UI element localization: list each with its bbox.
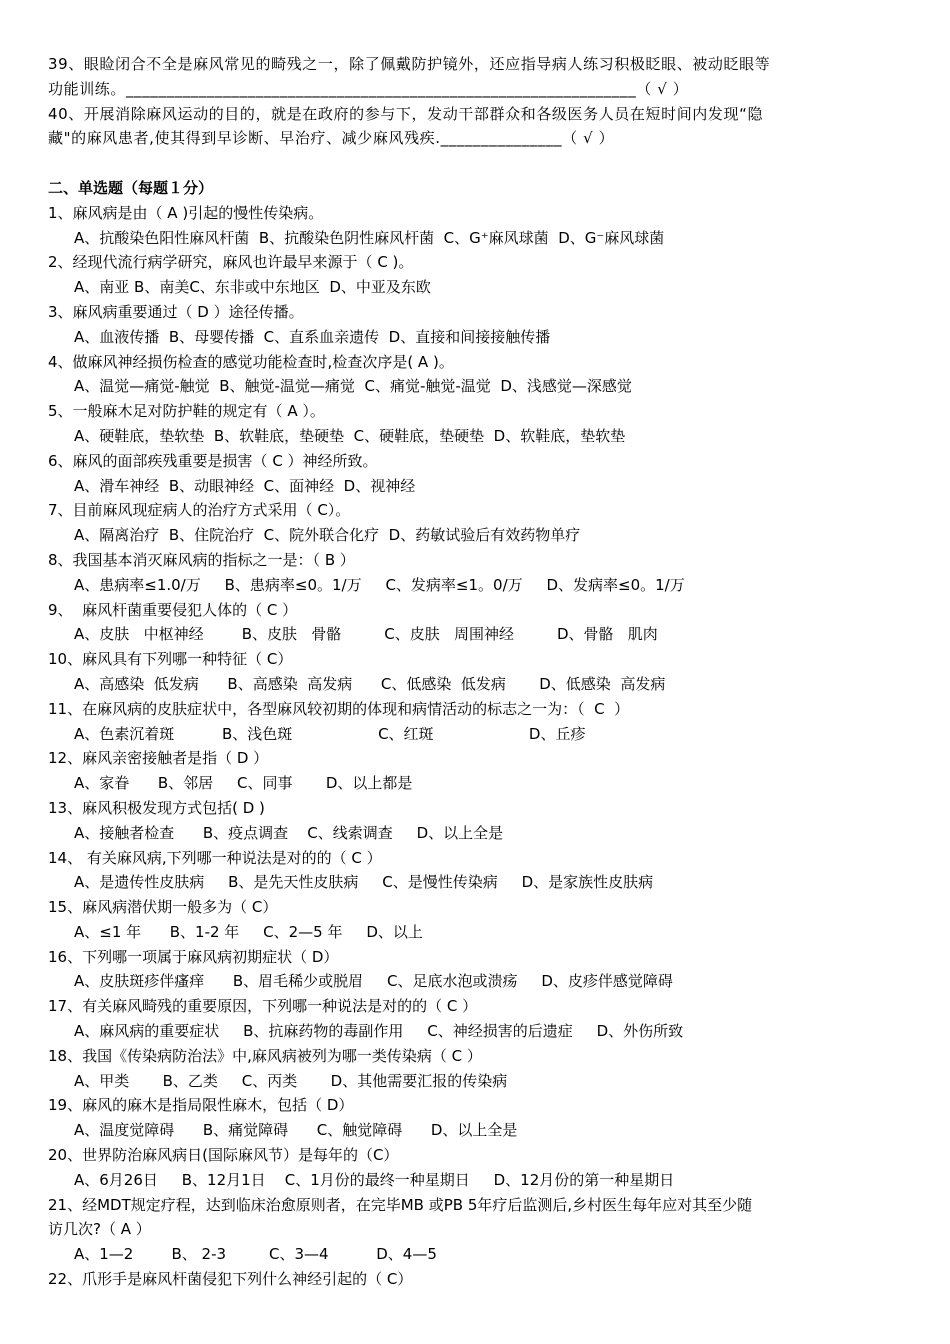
- judge-item: [48, 102, 910, 152]
- option: A、麻风病的重要症状: [74, 1022, 244, 1041]
- question-item: [48, 350, 910, 400]
- question-item: [48, 945, 910, 995]
- question-options: [48, 573, 910, 598]
- option: C、东非或中东地区: [189, 278, 330, 297]
- option: A、接触者检查: [74, 823, 203, 842]
- option: B、高感染 高发病: [227, 674, 381, 693]
- judge-text: 功能训练。_______________________________________________________________（ √ ）: [48, 79, 689, 98]
- option: D、以上: [366, 922, 423, 941]
- option: B、南美: [134, 278, 190, 297]
- judge-item: [48, 52, 910, 102]
- question-item: [48, 598, 910, 648]
- question-options: [48, 424, 910, 449]
- question-options: [48, 1168, 910, 1193]
- option: C、丙类: [241, 1071, 331, 1090]
- question-options: [48, 474, 910, 499]
- question-item: [48, 250, 910, 300]
- option: D、4—5: [376, 1245, 437, 1264]
- question-stem: 10、麻风具有下列哪一种特征（ C）: [48, 650, 293, 669]
- option: B、触觉-温觉—痛觉: [219, 377, 365, 396]
- question-stem: 14、 有关麻风病,下列哪一种说法是对的的（ C ）: [48, 848, 382, 867]
- option: D、外伤所致: [596, 1022, 684, 1041]
- question-item: [48, 300, 910, 350]
- option: C、足底水泡或溃疡: [387, 972, 542, 991]
- question-item: [48, 498, 910, 548]
- option: A、6月26日: [74, 1170, 182, 1189]
- question-stem: 16、下列哪一项属于麻风病初期症状（ D）: [48, 947, 339, 966]
- option: A、南亚: [74, 278, 135, 297]
- option: B、1-2 年: [169, 922, 264, 941]
- option: A、甲类: [74, 1071, 163, 1090]
- option: C、发病率≤1。0/万: [385, 575, 547, 594]
- question-options: [48, 722, 910, 747]
- option: C、同事: [237, 774, 326, 793]
- document-page: [48, 52, 910, 1292]
- option: A、1—2: [74, 1245, 172, 1264]
- question-stem: 17、有关麻风畸残的重要原因，下列哪一种说法是对的的（ C ）: [48, 997, 478, 1016]
- question-stem: 9、 麻风杆菌重要侵犯人体的（ C ）: [48, 600, 298, 619]
- option: B、母婴传播: [168, 327, 264, 346]
- option: C、线索调查: [307, 823, 417, 842]
- option: C、痛觉-触觉-温觉: [364, 377, 501, 396]
- option: B、患病率≤0。1/万: [224, 575, 386, 594]
- option: B、12月1日: [181, 1170, 285, 1189]
- question-stem: 13、麻风积极发现方式包括( D ): [48, 798, 265, 817]
- question-options: [48, 523, 910, 548]
- question-stem: 15、麻风病潜伏期一般多为（ C）: [48, 898, 278, 917]
- option: C、红斑: [378, 724, 529, 743]
- question-stem: 11、在麻风病的皮肤症状中，各型麻风较初期的体现和病情活动的标志之一为：（ C ）: [48, 699, 630, 718]
- question-item: [48, 796, 910, 846]
- option: C、触觉障碍: [316, 1121, 431, 1140]
- question-options: [48, 920, 910, 945]
- option: C、院外联合化疗: [263, 526, 389, 545]
- option: C、低感染 低发病: [380, 674, 540, 693]
- question-item: [48, 746, 910, 796]
- option: D、中亚及东欧: [329, 278, 431, 297]
- option: A、色素沉着斑: [74, 724, 222, 743]
- option: A、皮肤斑疹伴瘙痒: [74, 972, 233, 991]
- option: C、3—4: [268, 1245, 377, 1264]
- judge-text: 藏"的麻风患者,使其得到早诊断、早治疗、减少麻风残疾._______________（ √ ）: [48, 129, 615, 148]
- question-item: [48, 1044, 910, 1094]
- question-stem: 5、一般麻木足对防护鞋的规定有（ A ）。: [48, 402, 325, 421]
- question-options: [48, 870, 910, 895]
- question-stem: 22、爪形手是麻风杆菌侵犯下列什么神经引起的（ C）: [48, 1270, 413, 1289]
- question-options: [48, 821, 910, 846]
- question-item: [48, 1267, 910, 1292]
- option: A、血液传播: [74, 327, 169, 346]
- question-options: [48, 226, 910, 251]
- option: D、以上全是: [416, 823, 504, 842]
- question-options: [48, 1242, 910, 1267]
- option: D、直接和间接接触传播: [388, 327, 551, 346]
- option: B、皮肤 骨骼: [241, 625, 385, 644]
- option: D、浅感觉—深感觉: [500, 377, 632, 396]
- option: A、隔离治疗: [74, 526, 169, 545]
- question-options: [48, 771, 910, 796]
- option: A、温觉—痛觉-触觉: [74, 377, 220, 396]
- judge-text: 39、眼睑闭合不全是麻风常见的畸残之一，除了佩戴防护镜外，还应指导病人练习积极眨眼、被动眨眼等: [48, 55, 771, 73]
- option: A、抗酸染色阳性麻风杆菌: [74, 228, 259, 247]
- option: B、 2-3: [171, 1245, 269, 1264]
- option: C、神经损害的后遗症: [427, 1022, 597, 1041]
- option: C、1月份的最终一种星期日: [284, 1170, 494, 1189]
- option: D、以上全是: [430, 1121, 518, 1140]
- option: D、骨骼 肌肉: [556, 625, 658, 644]
- question-item: [48, 449, 910, 499]
- question-options: [48, 275, 910, 300]
- question-options: [48, 374, 910, 399]
- option: B、眉毛稀少或脱眉: [232, 972, 388, 991]
- question-options: [48, 1118, 910, 1143]
- option: B、抗麻药物的毒副作用: [243, 1022, 428, 1041]
- option: A、硬鞋底，垫软垫: [74, 426, 214, 445]
- question-stem: 4、做麻风神经损伤检查的感觉功能检查时,检查次序是( A )。: [48, 352, 454, 371]
- question-stem: 7、目前麻风现症病人的治疗方式采用（ C）。: [48, 501, 351, 520]
- option: B、乙类: [162, 1071, 242, 1090]
- question-item: [48, 1143, 910, 1193]
- question-options: [48, 325, 910, 350]
- option: D、软鞋底，垫软垫: [493, 426, 626, 445]
- option: A、皮肤 中枢神经: [74, 625, 242, 644]
- option: A、家眷: [74, 774, 158, 793]
- judge-text: 40、开展消除麻风运动的目的，就是在政府的参与下，发动干部群众和各级医务人员在短时间内发现“隐: [48, 104, 764, 123]
- option: C、是慢性传染病: [382, 873, 522, 892]
- option: B、住院治疗: [168, 526, 264, 545]
- option: D、药敏试验后有效药物单疗: [388, 526, 581, 545]
- option: D、以上都是: [325, 774, 413, 793]
- option: B、是先天性皮肤病: [228, 873, 383, 892]
- option: B、软鞋底，垫硬垫: [213, 426, 354, 445]
- question-stem: 20、世界防治麻风病日(国际麻风节）是每年的（C）: [48, 1146, 399, 1165]
- option: A、滑车神经: [74, 476, 169, 495]
- question-stem: 21、经MDT规定疗程，达到临床治愈原则者，在完毕MB 或PB 5年疗后监测后,乡村医生每年应对其至少随: [48, 1195, 753, 1214]
- option: D、发病率≤0。1/万: [546, 575, 685, 594]
- question-stem: 6、麻风的面部疾残重要是损害（ C ）神经所致。: [48, 451, 378, 470]
- option: A、是遗传性皮肤病: [74, 873, 229, 892]
- true-false-section: [48, 52, 910, 151]
- question-stem: 1、麻风病是由（ A )引起的慢性传染病。: [48, 203, 324, 222]
- question-item: [48, 399, 910, 449]
- option: C、2—5 年: [263, 922, 367, 941]
- option: D、低感染 高发病: [539, 674, 666, 693]
- option: B、动眼神经: [168, 476, 264, 495]
- question-options: [48, 672, 910, 697]
- question-stem: 3、麻风病重要通过（ D ）途径传播。: [48, 302, 304, 321]
- question-item: [48, 1093, 910, 1143]
- option: D、其他需要汇报的传染病: [330, 1071, 508, 1090]
- option: C、皮肤 周围神经: [384, 625, 557, 644]
- option: A、患病率≤1.0/万: [74, 575, 225, 594]
- option: D、是家族性皮肤病: [521, 873, 654, 892]
- question-stem: 8、我国基本消灭麻风病的指标之一是：（ B ）: [48, 550, 355, 569]
- option: D、视神经: [343, 476, 416, 495]
- option: A、高感染 低发病: [74, 674, 228, 693]
- question-options: [48, 1069, 910, 1094]
- question-stem: 19、麻风的麻木是指局限性麻木，包括（ D）: [48, 1096, 354, 1115]
- question-list: [48, 201, 910, 1292]
- option: B、疫点调查: [202, 823, 308, 842]
- question-item: [48, 201, 910, 251]
- option: D、丘疹: [528, 724, 586, 743]
- question-options: [48, 969, 910, 994]
- option: C、硬鞋底，垫硬垫: [353, 426, 494, 445]
- option: A、温度觉障碍: [74, 1121, 203, 1140]
- option: D、12月份的第一种星期日: [493, 1170, 675, 1189]
- question-item: [48, 895, 910, 945]
- option: B、抗酸染色阴性麻风杆菌: [258, 228, 444, 247]
- question-stem: 18、我国《传染病防治法》中,麻风病被列为哪一类传染病（ C ）: [48, 1046, 482, 1065]
- option: C、G⁺麻风球菌: [443, 228, 559, 247]
- option: A、≤1 年: [74, 922, 170, 941]
- question-stem-continued: 访几次?（ A ）: [48, 1220, 151, 1239]
- option: D、G⁻麻风球菌: [558, 228, 665, 247]
- question-item: [48, 994, 910, 1044]
- question-stem: 12、麻风亲密接触者是指（ D ）: [48, 749, 269, 768]
- option: B、浅色斑: [221, 724, 379, 743]
- question-item: [48, 548, 910, 598]
- question-item: [48, 846, 910, 896]
- question-options: [48, 1019, 910, 1044]
- question-options: [48, 622, 910, 647]
- option: C、面神经: [263, 476, 344, 495]
- question-stem: 2、经现代流行病学研究，麻风也许最早来源于（ C )。: [48, 253, 414, 272]
- question-item: [48, 647, 910, 697]
- section-title: 二、单选题（每题１分）: [48, 178, 214, 197]
- option: B、痛觉障碍: [202, 1121, 317, 1140]
- question-item: [48, 697, 910, 747]
- option: B、邻居: [157, 774, 238, 793]
- option: C、直系血亲遗传: [263, 327, 389, 346]
- option: D、皮疹伴感觉障碍: [541, 972, 673, 991]
- question-item: [48, 1193, 910, 1267]
